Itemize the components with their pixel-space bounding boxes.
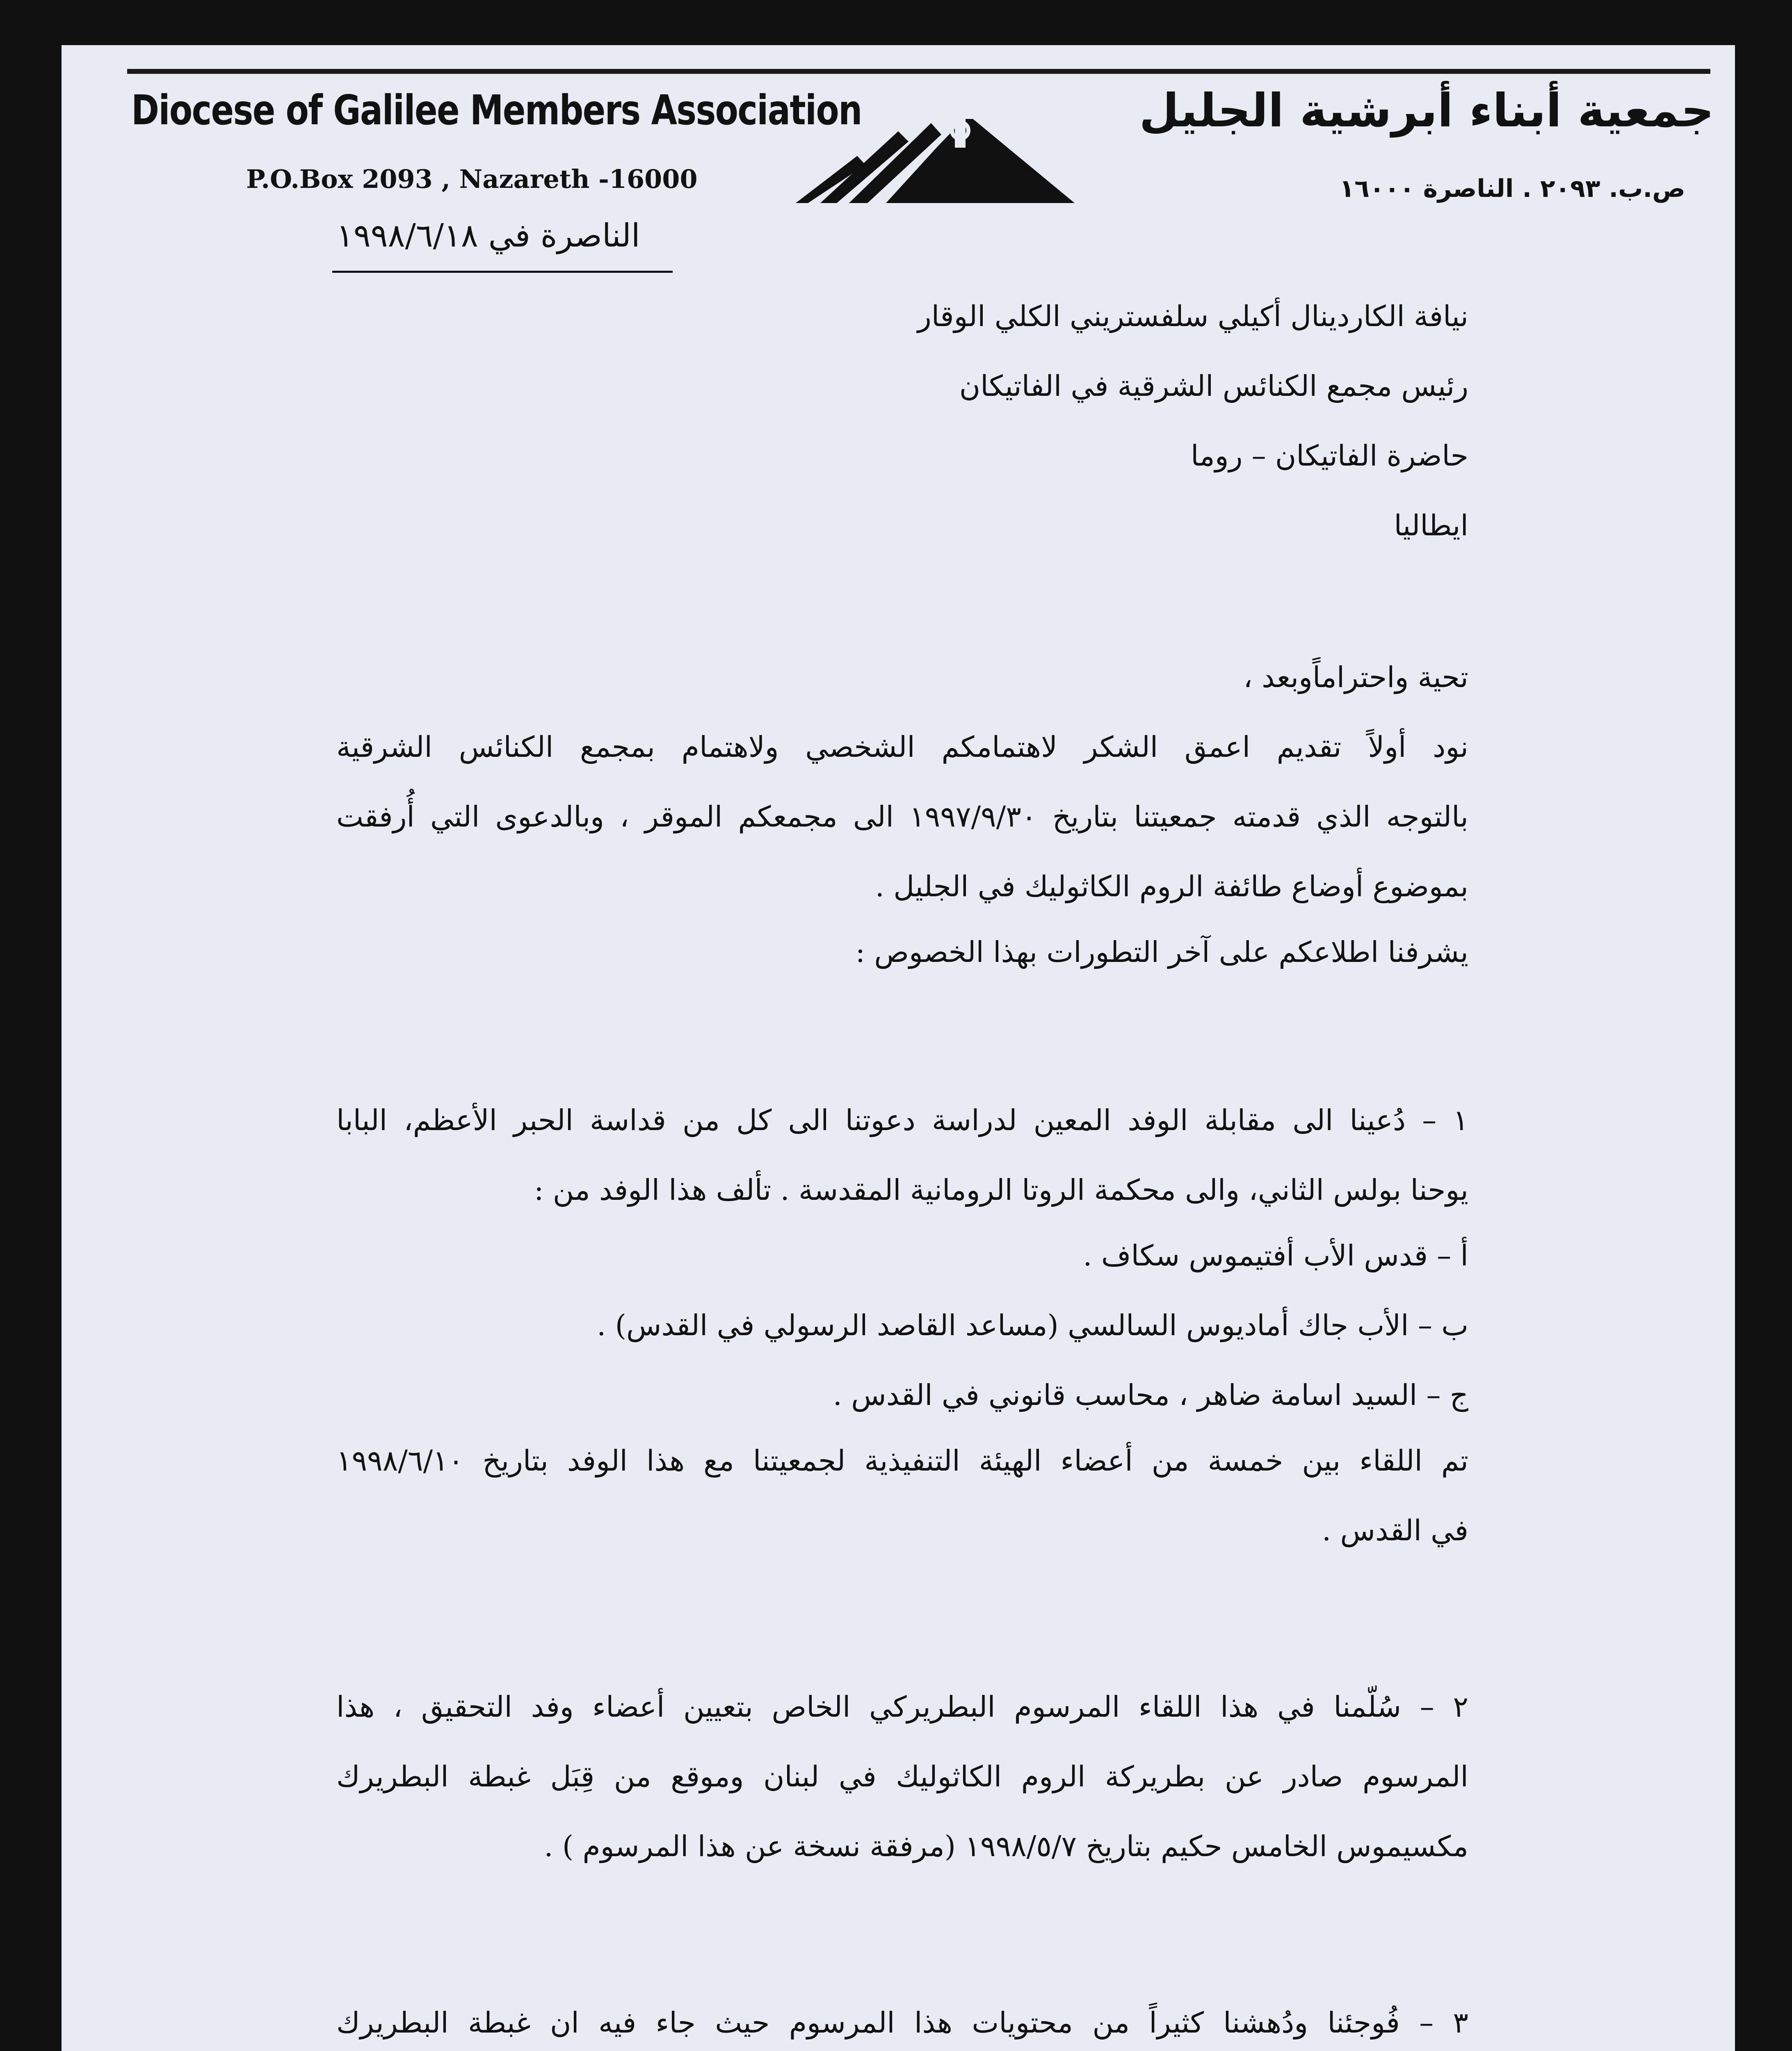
paragraph-line: ٢ – سُلّمنا في هذا اللقاء المرسوم البطريركي الخاص بتعيين أعضاء وفد التحقيق ، هذا [336,1690,1468,1724]
letterhead-org-en: Diocese of Galilee Members Association [131,86,862,134]
paragraph-line: في القدس . [1322,1514,1468,1547]
recipient-line: حاضرة الفاتيكان – روما [1190,439,1468,473]
paragraph-line: المرسوم صادر عن بطريركة الروم الكاثوليك في لبنان وموقع من قِبَل غبطة البطريرك [336,1760,1468,1793]
paragraph-line: بموضوع أوضاع طائفة الروم الكاثوليك في الجليل . [875,870,1468,903]
paragraph-line: تم اللقاء بين خمسة من أعضاء الهيئة التنفيذية لجمعيتنا مع هذا الوفد بتاريخ ١٩٩٨/٦/١٠ [336,1444,1468,1478]
letter-paper [62,45,1735,2051]
list-item: أ – قدس الأب أفتيموس سكاف . [1083,1239,1468,1272]
paragraph-line: يشرفنا اطلاعكم على آخر التطورات بهذا الخصوص : [855,935,1468,969]
paragraph-line: ١ – دُعينا الى مقابلة الوفد المعين لدراسة دعوتنا الى كل من قداسة الحبر الأعظم، البابا [336,1103,1468,1137]
greeting: تحية واحتراماًوبعد ، [1243,660,1468,694]
letterhead-top-rule [127,69,1710,74]
paragraph-line: مكسيموس الخامس حكيم بتاريخ ١٩٩٨/٥/٧ (مرفقة نسخة عن هذا المرسوم ) . [544,1829,1468,1863]
recipient-line: رئيس مجمع الكنائس الشرقية في الفاتيكان [959,369,1468,403]
letterhead-org-ar: جمعية أبناء أبرشية الجليل [1139,84,1714,137]
letterhead-address-en: P.O.Box 2093 , Nazareth -16000 [246,164,698,194]
paragraph-line: ٣ – فُوجئنا ودُهشنا كثيراً من محتويات هذا المرسوم حيث جاء فيه ان غبطة البطريرك [336,2006,1468,2040]
letterhead-address-ar: ص.ب. ٢٠٩٣ . الناصرة ١٦٠٠٠ [1339,174,1685,203]
recipient-line: ايطاليا [1394,509,1468,542]
recipient-line: نيافة الكاردينال أكيلي سلفستريني الكلي الوقار [918,299,1468,333]
list-item: ج – السيد اسامة ضاهر ، محاسب قانوني في القدس . [833,1378,1468,1412]
date-underline [332,271,673,273]
list-item: ب – الأب جاك أماديوس السالسي (مساعد القاصد الرسولي في القدس) . [597,1309,1468,1342]
paragraph-line: نود أولاً تقديم اعمق الشكر لاهتمامكم الشخصي ولاهتمام بمجمع الكنائس الشرقية [336,730,1468,764]
paragraph-line: بالتوجه الذي قدمته جمعيتنا بتاريخ ١٩٩٧/٩/٣٠ الى مجمعكم الموقر ، وبالدعوى التي أُرفقت [336,800,1468,834]
mountains-cross-logo [796,98,1075,205]
letter-date: الناصرة في ١٩٩٨/٦/١٨ [336,217,640,254]
paragraph-line: يوحنا بولس الثاني، والى محكمة الروتا الرومانية المقدسة . تألف هذا الوفد من : [534,1173,1468,1207]
